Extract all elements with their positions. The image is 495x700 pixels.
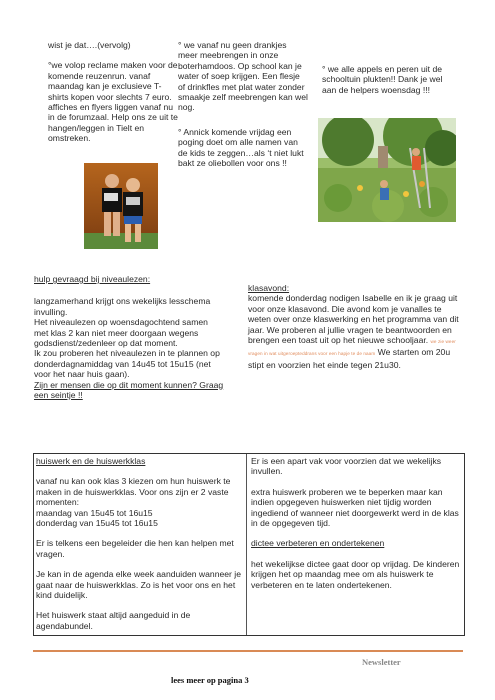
column-drankjes [178,40,308,168]
hulp-heading: hulp gevraagd bij niveaulezen: [34,274,151,284]
klasavond-small-note: we zie weer vragen in wat uitgeroepteddrans voor een hapje te de naam [248,339,456,357]
huiswerk-heading: huiswerk en de huiswerkklas [36,456,146,466]
hulp-paragraph-4: Zijn er mensen die op dit moment kunnen? Graag een seintje !! [34,379,224,401]
schooltuin-paragraph: ° we alle appels en peren uit de schooltuin plukten!! Dank je wel aan de helpers woensdag !!! [322,64,443,95]
section-title-wist-je-dat: wist je dat….(vervolg) [48,40,131,50]
column-schooltuin [322,64,450,95]
section-huiswerk [36,456,241,631]
rechts-paragraph-2: extra huiswerk proberen we te beperken maar kan indien opgegeven huiswerken niet tijdig worden ingediend of wanneer niet doorgewerkt werd in de klas in de opgegeven tijd. [251,486,459,529]
footer-newsletter-label: Newsletter [362,657,401,667]
column-reclame [48,40,178,144]
klasavond-heading: klasavond: [248,283,290,293]
huiswerk-paragraph-3: Je kan in de agenda elke week aanduiden wanneer je gaat naar de huiswerkklas. Zo is het voor ons en het kind duidelijk. [36,569,241,601]
reclame-paragraph: °we volop reclame maken voor de komende reuzenrun. vanaf maandag kan je exclusieve T-shirts kopen voor slechts 7 euro. affiches en flyers liggen vanaf nu in de forumzaal. Help ons ze uit te hangen/leggen in Tielt en omstreken. [48,60,178,144]
huiswerk-moment-donderdag: donderdag van 15u45 tot 16u15 [36,518,158,529]
klasavond-text-2: We starten om 20u stipt en voorzien het einde tegen 21u30. [248,347,451,370]
photo-school-garden [318,118,456,222]
huiswerk-paragraph-2: Er is telkens een begeleider die hen kan helpen met vragen. [36,538,234,559]
huiswerk-paragraph-1: vanaf nu kan ook klas 3 kiezen om hun huiswerk te maken in de huiswerkklas. Voor ons zijn er 2 vaste momenten: [36,476,231,508]
section-huiswerk-rechts [251,456,461,590]
dictee-heading: dictee verbeteren en ondertekenen [251,538,385,549]
section-hulp-niveaulezen [34,274,224,400]
footer-page-note: lees meer op pagina 3 [171,675,249,685]
huiswerk-moment-maandag: maandag van 15u45 tot 16u15 [36,507,153,518]
hulp-paragraph-1: langzamerhand krijgt ons wekelijks lesschema invulling. [34,296,211,317]
drankjes-paragraph: ° we vanaf nu geen drankjes meer meebrengen in onze boterhamdoos. Op school kan je water of soep krijgen. Een flesje of drinkfles met plat water zonder smaakje zelf meebrengen kan wel nog. [178,40,308,113]
annick-paragraph: ° Annick komende vrijdag een poging doet om alle namen van de kids te zeggen…als ‘t niet lukt bakt ze oliebollen voor ons !! [178,126,304,169]
hulp-paragraph-3: Ik zou proberen het niveaulezen in te plannen op donderdagnamiddag van 14u45 tot 15u15 (net voor het naar huis gaan). [34,348,220,380]
section-klasavond [248,283,460,370]
hulp-paragraph-2: Het niveaulezen op woensdagochtend samen met klas 2 kan niet meer doorgaan wegens godsdienst/zedenleer op dat moment. [34,317,208,349]
klasavond-paragraph [248,293,460,370]
klasavond-text-1: komende donderdag nodigen Isabelle en ik je graag uit voor onze klasavond. Die avond kom je vanalles te weten over onze klaswerking en het programma van dit jaar. We proberen al jullie vragen te beantwoorden en brengen een toast uit op het nieuwe schooljaar. [248,293,459,346]
photo-kids-tshirts [84,163,158,249]
rechts-paragraph-1: Er is een apart vak voor voorzien dat we wekelijks invullen. [251,456,442,477]
huiswerk-paragraph-4: Het huiswerk staat altijd aangeduid in de agendabundel. [36,610,191,631]
footer-line [33,650,463,652]
box-divider [246,454,247,635]
rechts-paragraph-3: het wekelijkse dictee gaat door op vrijdag. De kinderen krijgen het op maandag mee om als huiswerk te verbeteren en te laten ondertekenen. [251,558,460,590]
